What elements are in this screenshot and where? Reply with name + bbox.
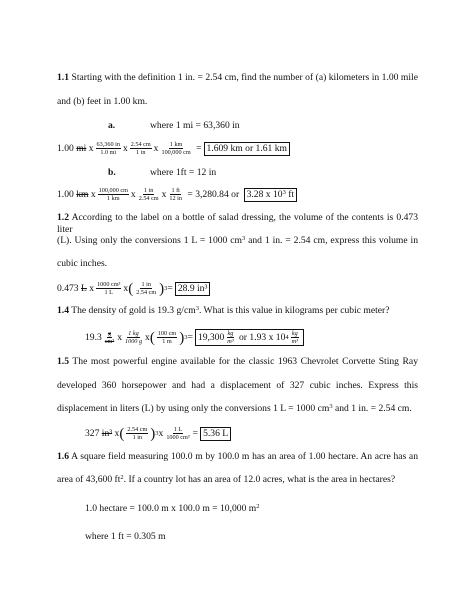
denominator: 2.54 cm — [138, 195, 159, 202]
paren: ( — [119, 425, 125, 442]
fraction — [98, 187, 129, 202]
denominator: 1 km — [107, 195, 120, 202]
numerator: 1 kg — [128, 330, 139, 337]
superscript: 3 — [195, 305, 199, 312]
fraction — [104, 330, 115, 345]
unit: L — [81, 282, 87, 294]
text: and 1 in. = 2.54 cm, express this volume in — [245, 235, 418, 246]
fraction — [126, 426, 148, 441]
problem-number: 1.2 — [57, 212, 69, 223]
numerator: 2.54 cm — [130, 141, 151, 148]
answer-box: 19,300 $\frac{kg}{\text{m³}}$ or 1.93 x 10 4 $\frac{kg}{\text{m³}}$ — [195, 329, 304, 346]
denominator: 1 m — [162, 338, 172, 345]
operator: x — [145, 331, 150, 343]
part-a-label — [108, 120, 115, 131]
numerator: g — [107, 330, 112, 337]
numerator: 1000 cm³ — [97, 281, 121, 288]
denominator: 1 in — [132, 434, 143, 441]
fraction — [291, 330, 299, 345]
text: developed 360 horsepower and had a displacement of 327 cubic inches. Express this — [57, 380, 418, 391]
equation-1-1-a — [57, 141, 290, 156]
denominator: m³ — [291, 338, 298, 345]
part-b-text: where 1ft = 12 in — [150, 167, 217, 178]
problem-number: 1.6 — [57, 451, 69, 462]
denominator: 1000 cm³ — [166, 434, 190, 441]
equation-1-2: 0.473 L x $\frac{\text{1000 cm³}}{1 L}$ x ( $\frac{1 in}{2.54 cm}$ ) 3 = 28.9 in³ — [57, 281, 210, 296]
text: The most powerful engine available for the classic 1963 Chevrolet Corvette Sting Ray — [72, 356, 418, 367]
fraction — [96, 281, 121, 296]
text: According to the label on a bottle of salad dressing, the volume of the contents is 0.473 liter — [57, 212, 418, 235]
part-b-label — [108, 167, 116, 178]
text: displacement in liters (L) by using only the conversions 1 L = 1000 cm — [57, 403, 330, 414]
answer-alt: or 1.93 x 10 — [236, 331, 286, 343]
denominator: 2.54 cm — [136, 289, 157, 296]
answer-box: 5.36 L — [200, 427, 231, 441]
operator: x — [114, 427, 120, 439]
value: 1.00 — [57, 142, 74, 154]
superscript: 2 — [256, 503, 260, 510]
answer-box — [244, 188, 298, 202]
equals: = — [192, 427, 199, 439]
fraction — [157, 330, 177, 345]
answer-unit: ft — [285, 188, 295, 200]
label: b. — [108, 167, 116, 178]
paren: ( — [128, 280, 134, 297]
text: The density of gold is 19.3 g/cm — [71, 305, 196, 316]
text: (L). Using only the conversions 1 L = 1000 cm — [57, 235, 242, 246]
text: and (b) feet in 1.00 km. — [57, 96, 148, 107]
denominator: cm³ — [104, 338, 115, 345]
denominator: 1 L — [104, 289, 113, 296]
equation-1-6-foot: where 1 ft = 0.305 m — [85, 531, 166, 542]
text: area of 43,600 ft — [57, 474, 121, 485]
equals: = — [187, 331, 193, 343]
denominator: 12 in — [169, 195, 182, 202]
problem-1-2-line-3 — [57, 258, 418, 270]
fraction — [165, 426, 190, 441]
value: 0.473 — [57, 282, 79, 294]
problem-1-1-line-1 — [57, 72, 418, 84]
problem-1-2-line-1 — [57, 212, 418, 236]
answer-box: 1.609 km or 1.61 km — [204, 142, 290, 156]
operator: x — [88, 142, 94, 154]
numerator: 1 L — [173, 426, 183, 433]
operator: x — [153, 142, 159, 154]
fraction — [130, 141, 152, 156]
paren: ) — [179, 329, 185, 346]
problem-1-6-line-2 — [57, 474, 418, 486]
problem-1-4-line-1 — [57, 305, 418, 317]
unit: mi — [76, 142, 87, 154]
problem-1-5-line-3 — [57, 403, 418, 415]
denominator: 1.0 mi — [100, 149, 117, 156]
numerator: 63,360 in — [96, 141, 120, 148]
fraction — [226, 330, 234, 345]
operator: x — [117, 331, 123, 343]
fraction — [168, 187, 183, 202]
operator: x — [158, 427, 164, 439]
text: . What is this value in kilograms per cubic meter? — [198, 305, 390, 316]
answer-base: 3.28 x 10 — [246, 188, 283, 200]
fraction — [138, 187, 160, 202]
answer-value: 19,300 — [197, 331, 225, 343]
answer-exponent: 3 — [282, 188, 286, 196]
numerator: 1 in — [143, 187, 154, 194]
superscript: 3 — [241, 235, 246, 242]
unit: km — [76, 188, 89, 200]
label: a. — [108, 120, 116, 131]
text: 1.0 hectare = 100.0 m x 100.0 m = 10,000 m — [85, 503, 257, 514]
numerator: kg — [291, 330, 298, 337]
text: and 1 in. = 2.54 cm. — [332, 403, 412, 414]
operator: x — [123, 282, 129, 294]
operator: x — [161, 188, 167, 200]
operator: x — [89, 282, 95, 294]
problem-1-5-line-1 — [57, 356, 418, 368]
superscript: 3 — [329, 403, 333, 410]
operator: x — [122, 142, 128, 154]
value: 19.3 — [85, 331, 102, 343]
text: . If a country lot has an area of 12.0 acres, what is the area in hectares? — [123, 474, 396, 485]
denominator: 1000 g — [125, 338, 143, 345]
numerator: kg — [227, 330, 234, 337]
fraction — [160, 141, 191, 156]
value: 327 — [85, 427, 100, 439]
fraction — [124, 330, 143, 345]
numerator: 100 cm — [157, 330, 177, 337]
problem-1-1-line-2 — [57, 96, 418, 108]
part-a-text: where 1 mi = 63,360 in — [150, 120, 240, 131]
paren: ( — [149, 329, 155, 346]
equals: = — [167, 282, 173, 294]
answer-box: 28.9 in³ — [175, 282, 211, 296]
problem-1-6-line-1 — [57, 451, 418, 463]
problem-1-2-line-2 — [57, 235, 418, 247]
text: A square field measuring 100.0 m by 100.0 m has an area of 1.00 hectare. An acre has an — [71, 451, 418, 462]
problem-1-5-line-2 — [57, 380, 418, 392]
superscript: 2 — [120, 474, 124, 481]
fraction — [96, 141, 121, 156]
problem-number: 1.1 — [57, 72, 69, 83]
result: = 3,280.84 or — [187, 188, 242, 200]
equals: = — [196, 142, 202, 154]
denominator: 1 in — [135, 149, 146, 156]
operator: x — [130, 188, 136, 200]
numerator: 1 in — [141, 281, 151, 288]
numerator: 2.54 cm — [127, 426, 148, 433]
numerator: 1 km — [169, 141, 183, 148]
fraction — [135, 281, 157, 296]
paren: ) — [150, 425, 156, 442]
denominator: 100,000 cm — [161, 149, 191, 156]
equation-1-5: 327 in³ x ( $\frac{2.54 cm}{1 in}$ ) 3 x $\frac{1 L}{\text{1000 cm³}}$ = 5.36 L — [85, 426, 231, 441]
numerator: 1 ft — [171, 187, 180, 194]
equation-1-4: 19.3 $\frac{g}{\text{cm³}}$ x $\frac{1 kg}{1000 g}$ x ( $\frac{100 cm}{1 m}$ ) 3 = 19,300 $\frac{kg}{\text{m³}}$ or 1.93 x 10 4 $\frac{kg}{\text{m³}}$ — [85, 329, 304, 346]
equation-1-6-hectare — [85, 503, 259, 514]
denominator: m³ — [227, 338, 234, 345]
problem-number: 1.4 — [57, 305, 69, 316]
operator: x — [90, 188, 96, 200]
problem-number: 1.5 — [57, 356, 69, 367]
text: Starting with the definition 1 in. = 2.54 cm, find the number of (a) kilometers in 1.00 mile — [71, 72, 418, 83]
value: 1.00 — [57, 188, 74, 200]
text: cubic inches. — [57, 258, 108, 269]
equation-1-1-b — [57, 187, 297, 202]
paren: ) — [159, 280, 165, 297]
unit: in³ — [101, 427, 113, 439]
numerator: 100,000 cm — [98, 187, 128, 194]
